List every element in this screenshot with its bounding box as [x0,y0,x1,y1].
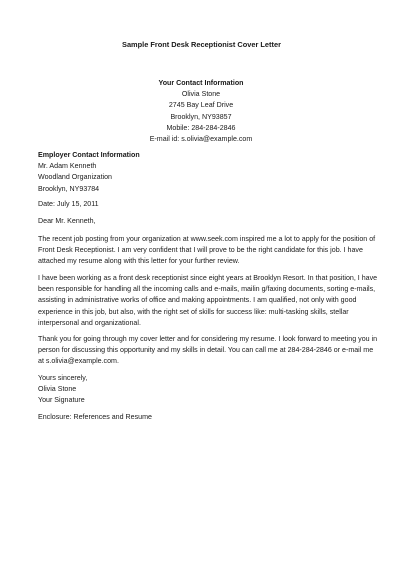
employer-organization: Woodland Organization [38,173,113,182]
sender-email: E-mail id: s.olivia@example.com [149,135,253,144]
paragraph-line: at s.olivia@example.com. [38,357,119,366]
paragraph-line: person for discussing this opportunity and my skills in detail. You can call me at 284-284-2846 or e-mail me [38,346,374,355]
paragraph-line: Thank you for going through my cover letter and for considering my resume. I look forward to meeting you in [38,335,378,343]
sender-street: 2745 Bay Leaf Drive [168,101,234,110]
paragraph-line: Front Desk Receptionist. I am very confident that I will prove to be the right candidate for this job. I have [38,246,363,255]
paragraph-line: attached my resume along with this letter for your further review. [38,257,240,266]
closing-name: Olivia Stone [38,385,77,394]
employer-city: Brooklyn, NY93784 [38,184,100,193]
salutation: Dear Mr. Kenneth, [38,217,96,225]
signature-line: Your Signature [38,396,85,405]
paragraph-line: I have been working as a front desk receptionist since eight years at Brooklyn Resort. In that position, I have [38,274,378,282]
paragraph-3 [38,334,378,368]
sender-city: Brooklyn, NY93857 [170,112,232,121]
employer-heading: Employer Contact Information [38,151,140,159]
enclosure-line: Enclosure: References and Resume [38,413,152,421]
paragraph-line: assisting in administrative works of office and making appointments. I am qualified, not only with good [38,296,357,305]
employer-name: Mr. Adam Kenneth [38,162,97,171]
sender-mobile: Mobile: 284-284-2846 [166,123,236,132]
employer-contact-block [38,150,370,195]
sender-name: Olivia Stone [181,90,221,99]
paragraph-line: been responsible for handling all the incoming calls and e-mails, mailin g/faxing documents, sorting e-mails, [38,285,376,294]
sender-heading: Your Contact Information [158,79,244,87]
paragraph-line: experience in this job, but also, with the right set of skills for success like: multi-tasking skills, stellar [38,307,349,316]
sender-contact-block [120,78,282,145]
paragraph-2 [38,273,378,329]
paragraph-line: The recent job posting from your organization at www.seek.com inspired me a lot to apply for the position of [38,235,376,243]
letter-date: Date: July 15, 2011 [38,200,99,208]
document-title: Sample Front Desk Receptionist Cover Letter [122,40,281,49]
valediction: Yours sincerely, [38,374,88,382]
paragraph-line: interpersonal and organizational. [38,318,141,327]
paragraph-1 [38,234,376,268]
closing-block [38,373,370,407]
